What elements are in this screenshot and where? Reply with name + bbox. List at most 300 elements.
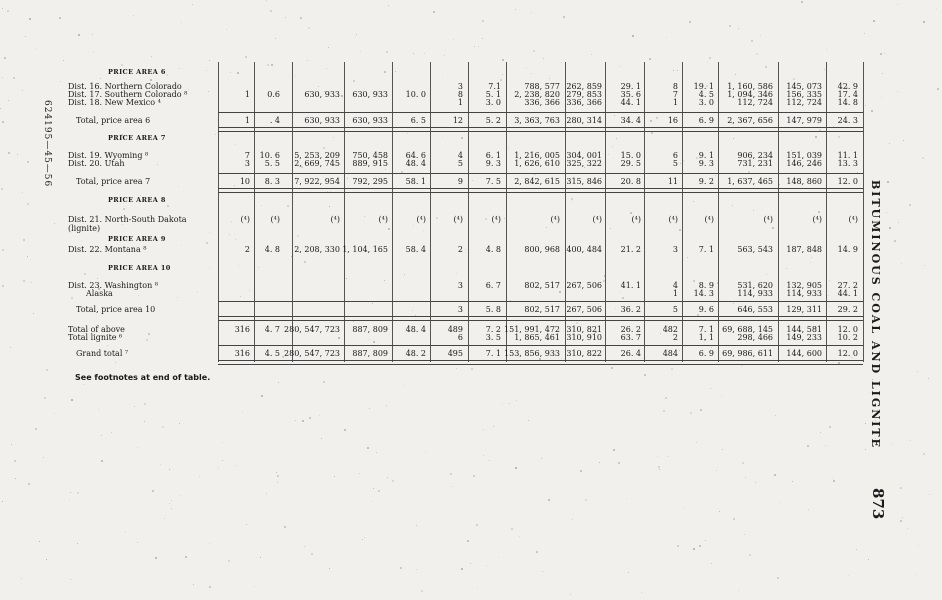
paper-speck xyxy=(206,70,207,71)
paper-speck xyxy=(871,110,873,112)
paper-speck xyxy=(388,228,390,230)
paper-speck xyxy=(362,539,363,540)
paper-speck xyxy=(277,482,278,483)
table-cell: 310, 822 xyxy=(566,349,602,358)
paper-speck xyxy=(663,410,665,412)
paper-speck xyxy=(825,445,826,446)
paper-speck xyxy=(450,473,452,475)
table-cell: 21. 2 xyxy=(620,245,641,254)
paper-speck xyxy=(618,462,620,464)
paper-speck xyxy=(928,378,929,379)
paper-speck xyxy=(412,310,413,311)
table-cell: 9 xyxy=(457,177,463,186)
paper-speck xyxy=(208,91,209,92)
paper-speck xyxy=(197,291,198,292)
paper-speck xyxy=(696,442,697,443)
paper-speck xyxy=(772,227,774,229)
paper-speck xyxy=(102,108,103,109)
paper-speck xyxy=(829,426,831,428)
paper-speck xyxy=(323,147,325,149)
table-cell: (⁴) xyxy=(668,215,678,224)
paper-speck xyxy=(364,537,365,538)
paper-speck xyxy=(511,528,513,530)
paper-speck xyxy=(155,557,157,559)
table-cell: 13. 3 xyxy=(837,159,858,168)
paper-speck xyxy=(865,449,866,450)
rule-line xyxy=(218,360,863,365)
paper-speck xyxy=(249,290,250,291)
table-cell: 1, 637, 465 xyxy=(727,177,773,186)
paper-speck xyxy=(610,228,611,229)
paper-speck xyxy=(266,0,267,1)
table-cell: 7, 922, 954 xyxy=(294,177,340,186)
paper-speck xyxy=(444,55,445,56)
paper-speck xyxy=(881,97,882,98)
table-cell: (⁴) xyxy=(491,215,501,224)
table-cell: 6. 7 xyxy=(485,281,501,290)
table-cell: 10. 2 xyxy=(837,333,858,342)
table-cell: 48. 4 xyxy=(405,159,426,168)
table-cell: 1. 1 xyxy=(698,333,714,342)
table-cell: 280, 547, 723 xyxy=(284,325,340,334)
table-cell: 9. 2 xyxy=(698,177,714,186)
paper-speck xyxy=(386,51,388,53)
table-cell: 1, 626, 610 xyxy=(514,159,560,168)
paper-speck xyxy=(164,518,165,519)
paper-speck xyxy=(865,105,866,106)
paper-speck xyxy=(936,8,937,9)
paper-speck xyxy=(2,249,4,251)
paper-speck xyxy=(329,206,330,207)
paper-speck xyxy=(528,420,529,421)
table-cell: 44. 1 xyxy=(837,289,858,298)
paper-speck xyxy=(907,528,908,529)
paper-speck xyxy=(360,51,361,52)
table-cell: 48. 4 xyxy=(405,325,426,334)
table-cell: (⁴) xyxy=(848,215,858,224)
paper-speck xyxy=(641,592,642,593)
table-cell: 151, 991, 472 xyxy=(504,325,560,334)
table-cell: 5. 2 xyxy=(485,116,501,125)
paper-speck xyxy=(328,47,329,48)
table-cell: 2, 367, 656 xyxy=(727,116,773,125)
paper-speck xyxy=(802,314,803,315)
paper-speck xyxy=(465,249,466,250)
paper-speck xyxy=(909,204,911,206)
table-cell: 5 xyxy=(672,305,678,314)
table-cell: 112, 724 xyxy=(737,98,773,107)
paper-speck xyxy=(755,482,756,483)
table-cell: 1 xyxy=(457,98,463,107)
table-cell: 4 xyxy=(672,281,678,290)
paper-speck xyxy=(483,429,484,430)
paper-speck xyxy=(385,169,386,170)
table-cell: 731, 231 xyxy=(737,159,773,168)
table-cell: 1, 160, 586 xyxy=(727,82,773,91)
paper-speck xyxy=(295,420,296,421)
paper-speck xyxy=(884,53,885,54)
paper-speck xyxy=(193,584,194,585)
table-cell: 10. 0 xyxy=(405,90,426,99)
table-cell: 10 xyxy=(239,177,250,186)
table-cell: 4. 5 xyxy=(264,349,280,358)
paper-speck xyxy=(311,553,313,555)
column-rule xyxy=(863,62,864,362)
paper-speck xyxy=(508,148,509,149)
table-cell: 3, 363, 763 xyxy=(514,116,560,125)
paper-speck xyxy=(882,73,883,74)
paper-speck xyxy=(46,559,47,560)
paper-speck xyxy=(192,4,193,5)
row-label: Total, price area 10 xyxy=(76,305,156,314)
table-cell: (⁴) xyxy=(270,215,280,224)
paper-speck xyxy=(815,136,817,138)
row-label: Total lignite ⁶ xyxy=(68,333,123,342)
paper-speck xyxy=(8,100,9,101)
paper-speck xyxy=(323,381,325,383)
table-cell: 151, 039 xyxy=(786,151,822,160)
paper-speck xyxy=(199,476,200,477)
paper-speck xyxy=(659,469,660,470)
paper-speck xyxy=(693,548,695,550)
paper-speck xyxy=(70,579,71,580)
paper-speck xyxy=(77,492,79,494)
table-cell: 1, 865, 461 xyxy=(514,333,560,342)
paper-speck xyxy=(362,100,363,101)
table-cell: 0.6 xyxy=(267,90,280,99)
paper-speck xyxy=(11,444,12,445)
paper-speck xyxy=(716,470,717,471)
paper-speck xyxy=(403,384,404,385)
table-cell: 2 xyxy=(672,333,678,342)
paper-speck xyxy=(580,470,582,472)
paper-speck xyxy=(43,457,44,458)
paper-speck xyxy=(924,265,925,266)
paper-speck xyxy=(461,568,463,570)
paper-speck xyxy=(7,10,9,12)
table-cell: 792, 295 xyxy=(352,177,388,186)
table-cell: . 4 xyxy=(269,116,280,125)
paper-speck xyxy=(807,445,809,447)
table-cell: 3 xyxy=(457,305,463,314)
table-cell: 63. 7 xyxy=(620,333,641,342)
paper-speck xyxy=(744,534,745,535)
paper-speck xyxy=(78,34,80,36)
paper-speck xyxy=(719,511,720,512)
paper-speck xyxy=(644,374,646,376)
paper-speck xyxy=(278,382,279,383)
paper-speck xyxy=(206,242,208,244)
table-cell: 146, 246 xyxy=(786,159,822,168)
table-cell: 15. 0 xyxy=(620,151,641,160)
paper-speck xyxy=(476,524,478,526)
paper-speck xyxy=(369,408,370,409)
footnote-reference: See footnotes at end of table. xyxy=(75,373,211,382)
paper-speck xyxy=(687,257,688,258)
table-cell: 4. 8 xyxy=(485,245,501,254)
table-cell: 630, 933 xyxy=(304,116,340,125)
paper-speck xyxy=(2,121,4,123)
paper-speck xyxy=(423,230,424,231)
paper-speck xyxy=(856,549,857,550)
table-cell: 316 xyxy=(234,325,250,334)
paper-speck xyxy=(917,371,918,372)
table-cell: 802, 517 xyxy=(524,305,560,314)
table-cell: 5, 253, 209 xyxy=(294,151,340,160)
paper-speck xyxy=(651,132,653,134)
paper-speck xyxy=(235,465,236,466)
paper-speck xyxy=(820,432,821,433)
paper-speck xyxy=(31,282,32,283)
paper-speck xyxy=(0,108,1,109)
row-label: Total, price area 7 xyxy=(76,177,151,186)
table-cell: 3 xyxy=(457,281,463,290)
table-cell: 5 xyxy=(457,159,463,168)
table-cell: 7. 1 xyxy=(698,325,714,334)
table-cell: 3. 5 xyxy=(485,333,501,342)
table-cell: 112, 724 xyxy=(786,98,822,107)
paper-speck xyxy=(123,208,125,210)
paper-speck xyxy=(235,144,236,145)
paper-speck xyxy=(474,46,475,47)
row-label: Dist. 16. Northern Colorado xyxy=(68,82,182,91)
table-cell: 29. 5 xyxy=(620,159,641,168)
paper-speck xyxy=(689,21,691,23)
table-cell: 17. 4 xyxy=(837,90,858,99)
paper-speck xyxy=(81,240,82,241)
table-cell: 1 xyxy=(672,98,678,107)
table-cell: 6 xyxy=(457,333,463,342)
table-cell: 788, 577 xyxy=(524,82,560,91)
row-label: Dist. 19. Wyoming ⁸ xyxy=(68,151,149,160)
paper-speck xyxy=(33,313,34,314)
paper-speck xyxy=(353,321,354,322)
paper-speck xyxy=(461,137,463,139)
paper-speck xyxy=(630,212,632,214)
paper-speck xyxy=(371,501,372,502)
row-label: Dist. 23. Washington ⁸ xyxy=(68,281,158,290)
table-cell: 2, 669, 745 xyxy=(294,159,340,168)
paper-speck xyxy=(541,458,542,459)
paper-speck xyxy=(889,227,891,229)
paper-speck xyxy=(17,154,18,155)
paper-speck xyxy=(922,157,924,159)
table-cell: (⁴) xyxy=(416,215,426,224)
paper-speck xyxy=(326,68,327,69)
paper-speck xyxy=(166,74,168,76)
paper-speck xyxy=(321,438,322,439)
table-cell: 489 xyxy=(447,325,463,334)
table-cell: 3. 0 xyxy=(698,98,714,107)
paper-speck xyxy=(690,412,692,414)
price-area-heading: PRICE AREA 8 xyxy=(108,196,166,204)
paper-speck xyxy=(628,572,629,573)
table-cell: 35. 6 xyxy=(620,90,641,99)
table-cell: 48. 2 xyxy=(405,349,426,358)
table-cell: 132, 905 xyxy=(786,281,822,290)
table-cell: 147, 979 xyxy=(786,116,822,125)
table-cell: 630, 933 xyxy=(352,116,388,125)
table-cell: 1, 216, 005 xyxy=(514,151,560,160)
table-cell: 750, 458 xyxy=(352,151,388,160)
table-cell: 495 xyxy=(447,349,463,358)
paper-speck xyxy=(100,78,101,79)
table-cell: 1 xyxy=(672,289,678,298)
paper-speck xyxy=(699,545,701,547)
paper-speck xyxy=(226,29,227,30)
paper-speck xyxy=(793,78,795,80)
row-label: Dist. 22. Montana ⁸ xyxy=(68,245,147,254)
row-label: Dist. 20. Utah xyxy=(68,159,125,168)
table-cell: 29. 2 xyxy=(837,305,858,314)
paper-speck xyxy=(889,143,890,144)
paper-speck xyxy=(745,477,746,478)
paper-speck xyxy=(897,4,898,5)
paper-speck xyxy=(549,78,550,79)
paper-speck xyxy=(679,229,681,231)
paper-speck xyxy=(413,225,414,226)
paper-speck xyxy=(27,161,29,163)
paper-speck xyxy=(267,64,269,66)
paper-speck xyxy=(111,432,112,433)
table-cell: 42. 9 xyxy=(837,82,858,91)
paper-speck xyxy=(543,58,544,59)
paper-speck xyxy=(929,494,930,495)
paper-speck xyxy=(260,557,261,558)
paper-speck xyxy=(83,384,84,385)
paper-speck xyxy=(346,278,347,279)
table-cell: 26. 2 xyxy=(620,325,641,334)
paper-speck xyxy=(23,280,25,282)
table-cell: (⁴) xyxy=(631,215,641,224)
paper-speck xyxy=(29,18,31,20)
paper-speck xyxy=(35,428,37,430)
paper-speck xyxy=(738,590,739,591)
paper-speck xyxy=(519,536,520,537)
paper-speck xyxy=(561,358,562,359)
table-cell: 563, 543 xyxy=(737,245,773,254)
paper-speck xyxy=(54,413,55,414)
paper-speck xyxy=(886,212,887,213)
paper-speck xyxy=(77,543,78,544)
paper-speck xyxy=(848,575,849,576)
paper-speck xyxy=(705,540,706,541)
paper-speck xyxy=(478,46,479,47)
row-label: Dist. 21. North-South Dakota xyxy=(68,215,187,224)
paper-speck xyxy=(721,395,722,396)
paper-speck xyxy=(873,20,875,22)
rule-line xyxy=(218,301,863,302)
paper-speck xyxy=(148,333,150,335)
table-cell: 7 xyxy=(672,90,678,99)
table-cell: (⁴) xyxy=(763,215,773,224)
paper-speck xyxy=(542,571,543,572)
paper-speck xyxy=(144,403,146,405)
paper-speck xyxy=(900,487,902,489)
table-cell: 630, 933 xyxy=(304,90,340,99)
paper-speck xyxy=(693,201,694,202)
paper-speck xyxy=(242,411,243,412)
paper-speck xyxy=(910,440,911,441)
paper-speck xyxy=(71,297,73,299)
paper-speck xyxy=(709,57,711,59)
paper-speck xyxy=(8,152,10,154)
paper-speck xyxy=(137,447,138,448)
paper-speck xyxy=(384,280,385,281)
paper-speck xyxy=(367,447,369,449)
paper-speck xyxy=(531,12,532,13)
table-cell: (⁴) xyxy=(453,215,463,224)
paper-speck xyxy=(318,86,319,87)
paper-speck xyxy=(266,493,267,494)
paper-speck xyxy=(515,9,516,10)
table-cell: 145, 073 xyxy=(786,82,822,91)
paper-speck xyxy=(344,429,346,431)
table-cell: 2 xyxy=(457,245,463,254)
paper-speck xyxy=(668,456,669,457)
paper-speck xyxy=(729,25,731,27)
paper-speck xyxy=(489,460,490,461)
paper-speck xyxy=(46,369,48,371)
table-cell: 34. 4 xyxy=(620,116,641,125)
paper-speck xyxy=(894,240,896,242)
paper-speck xyxy=(801,1,803,3)
paper-speck xyxy=(482,20,484,22)
table-cell: 36. 2 xyxy=(620,305,641,314)
paper-speck xyxy=(865,423,866,424)
table-cell: 1 xyxy=(244,90,250,99)
paper-speck xyxy=(235,239,236,240)
paper-speck xyxy=(897,91,898,92)
table-cell: (⁴) xyxy=(812,215,822,224)
paper-speck xyxy=(483,455,484,456)
paper-speck xyxy=(591,54,592,55)
table-cell: 6 xyxy=(672,151,678,160)
paper-speck xyxy=(13,77,15,79)
paper-speck xyxy=(442,75,443,76)
table-cell: 4. 7 xyxy=(264,325,280,334)
paper-speck xyxy=(612,146,613,147)
paper-speck xyxy=(622,297,624,299)
table-cell: 3 xyxy=(672,245,678,254)
table-cell: 27. 2 xyxy=(837,281,858,290)
rule-line xyxy=(218,127,863,132)
table-cell: 114, 933 xyxy=(737,289,773,298)
paper-speck xyxy=(133,15,134,16)
paper-speck xyxy=(923,453,925,455)
paper-speck xyxy=(392,480,394,482)
paper-speck xyxy=(619,66,620,67)
paper-speck xyxy=(169,503,170,504)
paper-speck xyxy=(44,397,46,399)
paper-speck xyxy=(319,415,320,416)
paper-speck xyxy=(167,205,169,207)
table-cell: 6. 9 xyxy=(698,349,714,358)
table-cell: 8. 9 xyxy=(698,281,714,290)
paper-speck xyxy=(599,462,600,463)
table-cell: 7. 5 xyxy=(485,177,501,186)
table-cell: 484 xyxy=(662,349,678,358)
paper-speck xyxy=(309,417,311,419)
row-label: Dist. 18. New Mexico ⁴ xyxy=(68,98,161,107)
paper-speck xyxy=(229,234,230,235)
paper-speck xyxy=(526,68,527,69)
table-cell: 280, 314 xyxy=(566,116,602,125)
paper-speck xyxy=(671,368,673,370)
paper-speck xyxy=(122,224,123,225)
paper-speck xyxy=(372,303,373,304)
table-cell: 20. 8 xyxy=(620,177,641,186)
